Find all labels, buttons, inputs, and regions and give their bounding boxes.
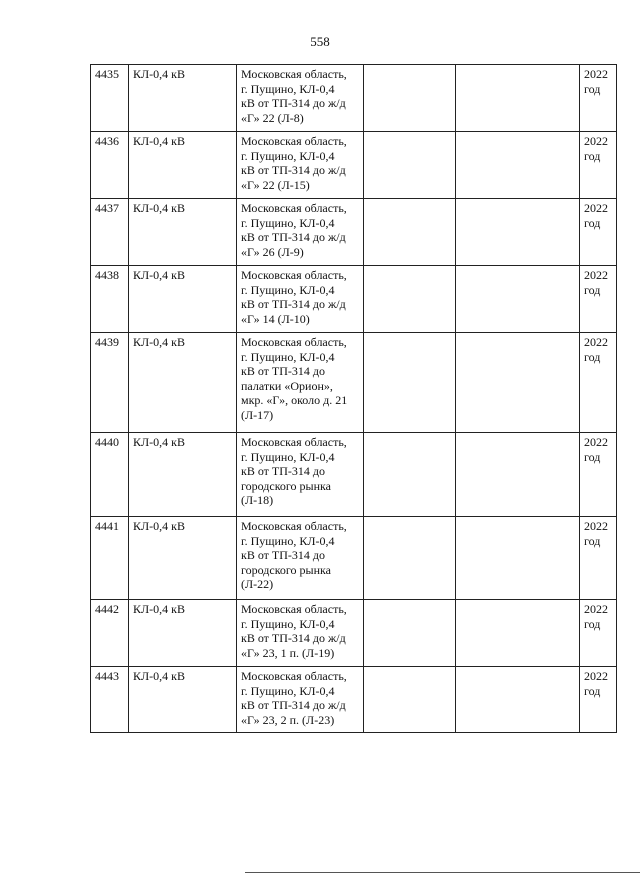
line-type-cell: КЛ-0,4 кВ	[129, 667, 237, 733]
year-unit: год	[584, 282, 601, 297]
year-cell	[580, 65, 617, 132]
address-line: Московская область,	[241, 268, 347, 282]
address-line: Московская область,	[241, 519, 347, 533]
year-cell	[580, 517, 617, 600]
table-row	[91, 667, 617, 733]
address-line: кВ от ТП-314 до ж/д	[241, 230, 346, 244]
line-type-cell: КЛ-0,4 кВ	[129, 517, 237, 600]
empty-cell	[364, 600, 456, 667]
table-row	[91, 266, 617, 333]
empty-cell	[456, 132, 580, 199]
empty-cell	[364, 65, 456, 132]
address-line: кВ от ТП-314 до ж/д	[241, 631, 346, 645]
address-cell	[237, 600, 364, 667]
address-line: г. Пущино, КЛ-0,4	[241, 683, 335, 698]
address-line: Московская область,	[241, 335, 347, 349]
address-line: (Л-22)	[241, 577, 274, 591]
year-unit: год	[584, 616, 601, 631]
line-type-cell: КЛ-0,4 кВ	[129, 333, 237, 433]
year-cell	[580, 199, 617, 266]
table-row	[91, 433, 617, 517]
registry-table	[90, 64, 617, 733]
address-line: г. Пущино, КЛ-0,4	[241, 148, 335, 163]
address-line: «Г» 23, 2 п. (Л-23)	[241, 712, 335, 727]
year-value: 2022	[584, 435, 608, 449]
address-line: г. Пущино, КЛ-0,4	[241, 449, 335, 464]
address-line: Московская область,	[241, 201, 347, 215]
table-row	[91, 65, 617, 132]
page-number: 558	[310, 34, 330, 49]
address-line: (Л-18)	[241, 493, 274, 507]
address-line: кВ от ТП-314 до	[241, 464, 326, 478]
address-line: г. Пущино, КЛ-0,4	[241, 533, 335, 548]
year-unit: год	[584, 683, 601, 698]
table-row	[91, 132, 617, 199]
page-bottom-rule	[245, 872, 640, 873]
row-number-cell: 4435	[91, 65, 129, 132]
year-value: 2022	[584, 201, 608, 215]
address-line: кВ от ТП-314 до ж/д	[241, 297, 346, 311]
year-cell	[580, 667, 617, 733]
year-unit: год	[584, 148, 601, 163]
address-line: г. Пущино, КЛ-0,4	[241, 81, 335, 96]
address-line: «Г» 23, 1 п. (Л-19)	[241, 645, 335, 660]
address-line: г. Пущино, КЛ-0,4	[241, 282, 335, 297]
empty-cell	[456, 667, 580, 733]
year-cell	[580, 600, 617, 667]
row-number-cell: 4437	[91, 199, 129, 266]
table-row	[91, 600, 617, 667]
address-line: кВ от ТП-314 до ж/д	[241, 698, 346, 712]
address-line: г. Пущино, КЛ-0,4	[241, 616, 335, 631]
address-line: Московская область,	[241, 602, 347, 616]
address-cell	[237, 266, 364, 333]
address-line: кВ от ТП-314 до ж/д	[241, 96, 346, 110]
empty-cell	[456, 65, 580, 132]
address-line: Московская область,	[241, 669, 347, 683]
address-line: кВ от ТП-314 до ж/д	[241, 163, 346, 177]
year-cell	[580, 333, 617, 433]
year-value: 2022	[584, 669, 608, 683]
address-cell	[237, 517, 364, 600]
line-type-cell: КЛ-0,4 кВ	[129, 600, 237, 667]
table-row	[91, 333, 617, 433]
address-line: городского рынка	[241, 562, 332, 577]
address-line: палатки «Орион»,	[241, 378, 333, 393]
year-cell	[580, 132, 617, 199]
line-type-cell: КЛ-0,4 кВ	[129, 65, 237, 132]
empty-cell	[364, 433, 456, 517]
line-type-cell: КЛ-0,4 кВ	[129, 433, 237, 517]
row-number-cell: 4438	[91, 266, 129, 333]
address-line: Московская область,	[241, 435, 347, 449]
empty-cell	[456, 517, 580, 600]
address-line: городского рынка	[241, 478, 332, 493]
empty-cell	[364, 333, 456, 433]
row-number-cell: 4443	[91, 667, 129, 733]
year-unit: год	[584, 349, 601, 364]
empty-cell	[456, 600, 580, 667]
empty-cell	[364, 517, 456, 600]
address-line: кВ от ТП-314 до	[241, 548, 326, 562]
address-line: «Г» 22 (Л-15)	[241, 177, 310, 192]
line-type-cell: КЛ-0,4 кВ	[129, 199, 237, 266]
table-row	[91, 517, 617, 600]
address-line: «Г» 22 (Л-8)	[241, 110, 304, 125]
year-value: 2022	[584, 268, 608, 282]
year-value: 2022	[584, 134, 608, 148]
address-line: кВ от ТП-314 до	[241, 364, 326, 378]
year-value: 2022	[584, 67, 608, 81]
year-unit: год	[584, 81, 601, 96]
row-number-cell: 4439	[91, 333, 129, 433]
address-cell	[237, 65, 364, 132]
line-type-cell: КЛ-0,4 кВ	[129, 266, 237, 333]
table-row	[91, 199, 617, 266]
address-cell	[237, 132, 364, 199]
empty-cell	[364, 266, 456, 333]
address-line: Московская область,	[241, 67, 347, 81]
year-unit: год	[584, 533, 601, 548]
row-number-cell: 4441	[91, 517, 129, 600]
address-line: «Г» 14 (Л-10)	[241, 311, 310, 326]
empty-cell	[456, 333, 580, 433]
row-number-cell: 4442	[91, 600, 129, 667]
empty-cell	[456, 433, 580, 517]
empty-cell	[456, 199, 580, 266]
address-line: г. Пущино, КЛ-0,4	[241, 215, 335, 230]
year-value: 2022	[584, 519, 608, 533]
line-type-cell: КЛ-0,4 кВ	[129, 132, 237, 199]
address-line: мкр. «Г», около д. 21	[241, 393, 348, 407]
empty-cell	[456, 266, 580, 333]
year-unit: год	[584, 215, 601, 230]
address-cell	[237, 433, 364, 517]
address-line: (Л-17)	[241, 407, 274, 422]
row-number-cell: 4440	[91, 433, 129, 517]
empty-cell	[364, 132, 456, 199]
address-line: г. Пущино, КЛ-0,4	[241, 349, 335, 364]
address-cell	[237, 199, 364, 266]
empty-cell	[364, 199, 456, 266]
address-line: «Г» 26 (Л-9)	[241, 244, 304, 259]
row-number-cell: 4436	[91, 132, 129, 199]
empty-cell	[364, 667, 456, 733]
year-unit: год	[584, 449, 601, 464]
year-cell	[580, 433, 617, 517]
year-value: 2022	[584, 335, 608, 349]
address-cell	[237, 333, 364, 433]
address-cell	[237, 667, 364, 733]
year-value: 2022	[584, 602, 608, 616]
year-cell	[580, 266, 617, 333]
address-line: Московская область,	[241, 134, 347, 148]
